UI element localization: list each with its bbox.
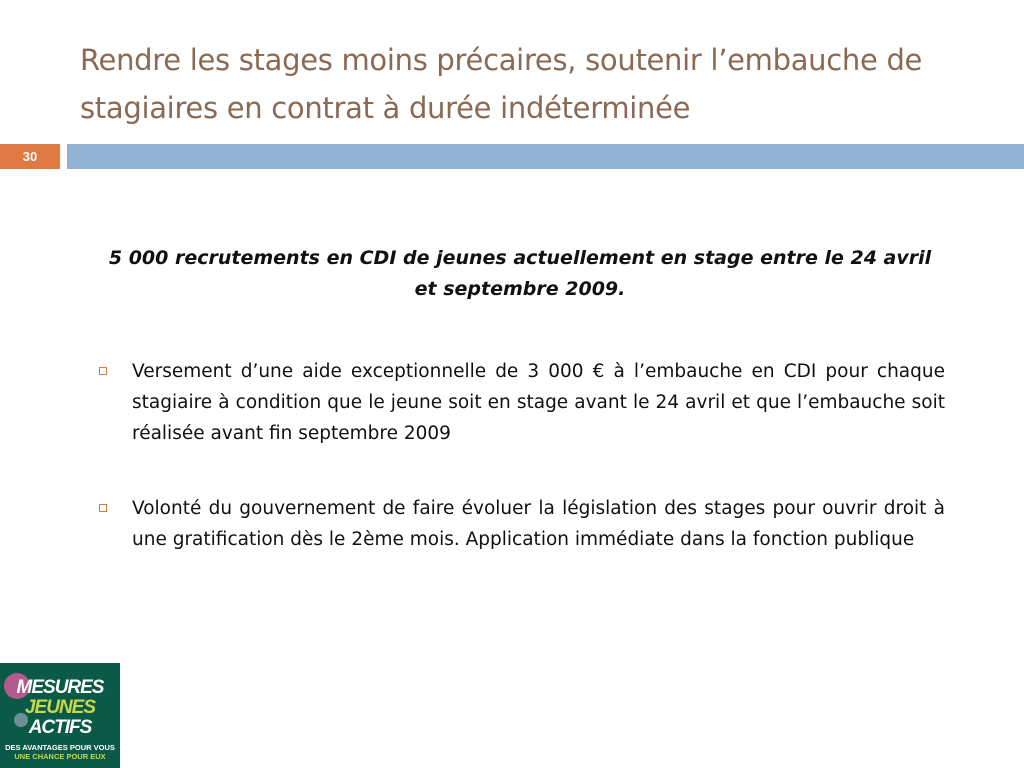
bullet-item: [95, 493, 945, 555]
mesures-jeunes-actifs-logo: [0, 663, 120, 768]
bullet-text: Volonté du gouvernement de faire évoluer la législation des stages pour ouvrir droit à une gratification dès le 2ème mois. Application immédiate dans la fonction publique: [132, 498, 945, 550]
logo-line-2: JEUNES: [24, 697, 96, 718]
logo-line-1: MESURES: [16, 677, 104, 698]
logo-line-3: ACTIFS: [28, 717, 92, 738]
logo-tagline-2: UNE CHANCE POUR EUX: [14, 752, 106, 761]
slide-subtitle: 5 000 recrutements en CDI de jeunes actuellement en stage entre le 24 avril et septembre 2009.: [108, 247, 932, 300]
logo-tagline-1: DES AVANTAGES POUR VOUS: [5, 743, 115, 752]
slide-number: 30: [0, 144, 60, 169]
square-bullet-icon: [99, 504, 107, 512]
square-bullet-icon: [99, 367, 107, 375]
title-underline-bar: [67, 144, 1024, 169]
bullet-text: Versement d’une aide exceptionnelle de 3 000 € à l’embauche en CDI pour chaque stagiaire à condition que le jeune soit en stage avant le 24 avril et que l’embauche soit réalisée avant fin septembre 2009: [132, 361, 945, 444]
slide-title: Rendre les stages moins précaires, soutenir l’embauche de stagiaires en contrat à durée indéterminée: [80, 43, 923, 125]
bullet-item: [95, 356, 945, 449]
bullet-list: [95, 356, 945, 599]
